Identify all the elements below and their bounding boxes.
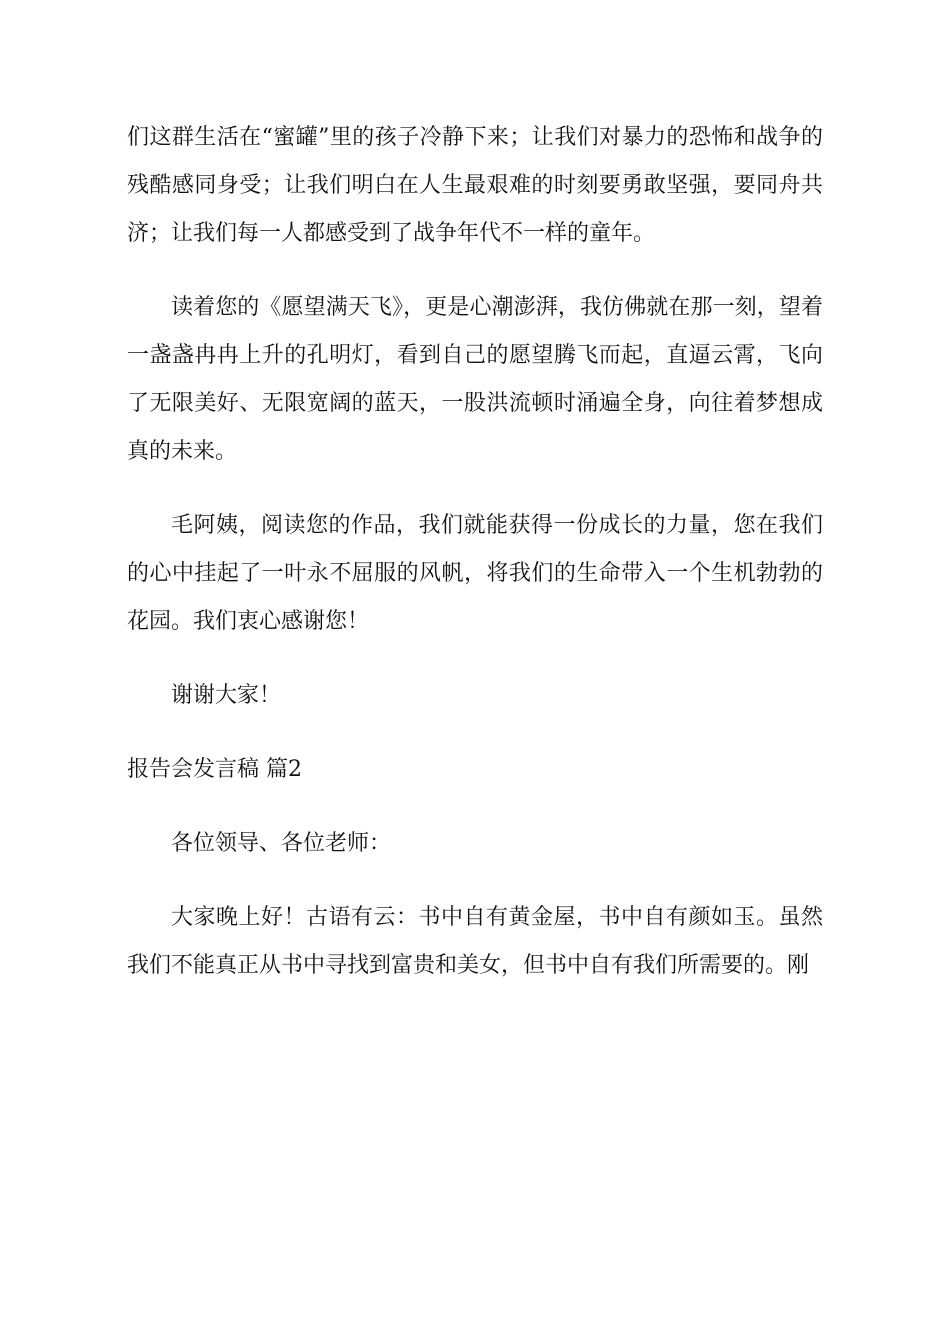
paragraph-salutation: 各位领导、各位老师： [171, 831, 392, 856]
paragraph-continuation: 们这群生活在“蜜罐”里的孩子冷静下来；让我们对暴力的恐怖和战争的残酷感同身受；让我们明白在人生最艰难的时刻要勇敢坚强，要同舟共济；让我们每一人都感受到了战争年代不一样的童年。 [127, 125, 823, 246]
paragraph-greeting: 大家晚上好！古语有云：书中自有黄金屋，书中自有颜如玉。虽然我们不能真正从书中寻找到富贵和美女，但书中自有我们所需要的。刚 [127, 905, 823, 978]
paragraph-thanks-author: 毛阿姨，阅读您的作品，我们就能获得一份成长的力量，您在我们的心中挂起了一叶永不屈服的风帆，将我们的生命带入一个生机勃勃的花园。我们衷心感谢您！ [127, 513, 823, 634]
section-heading: 报告会发言稿 篇2 [127, 757, 302, 782]
paragraph-closing: 谢谢大家！ [171, 683, 282, 708]
paragraph-wish-book: 读着您的《愿望满天飞》，更是心潮澎湃，我仿佛就在那一刻，望着一盏盏冉冉上升的孔明灯，看到自己的愿望腾飞而起，直逼云霄，飞向了无限美好、无限宽阔的蓝天，一股洪流顿时涌遍全身，向往着梦想成真的未来。 [127, 295, 823, 464]
document-body [127, 114, 823, 990]
